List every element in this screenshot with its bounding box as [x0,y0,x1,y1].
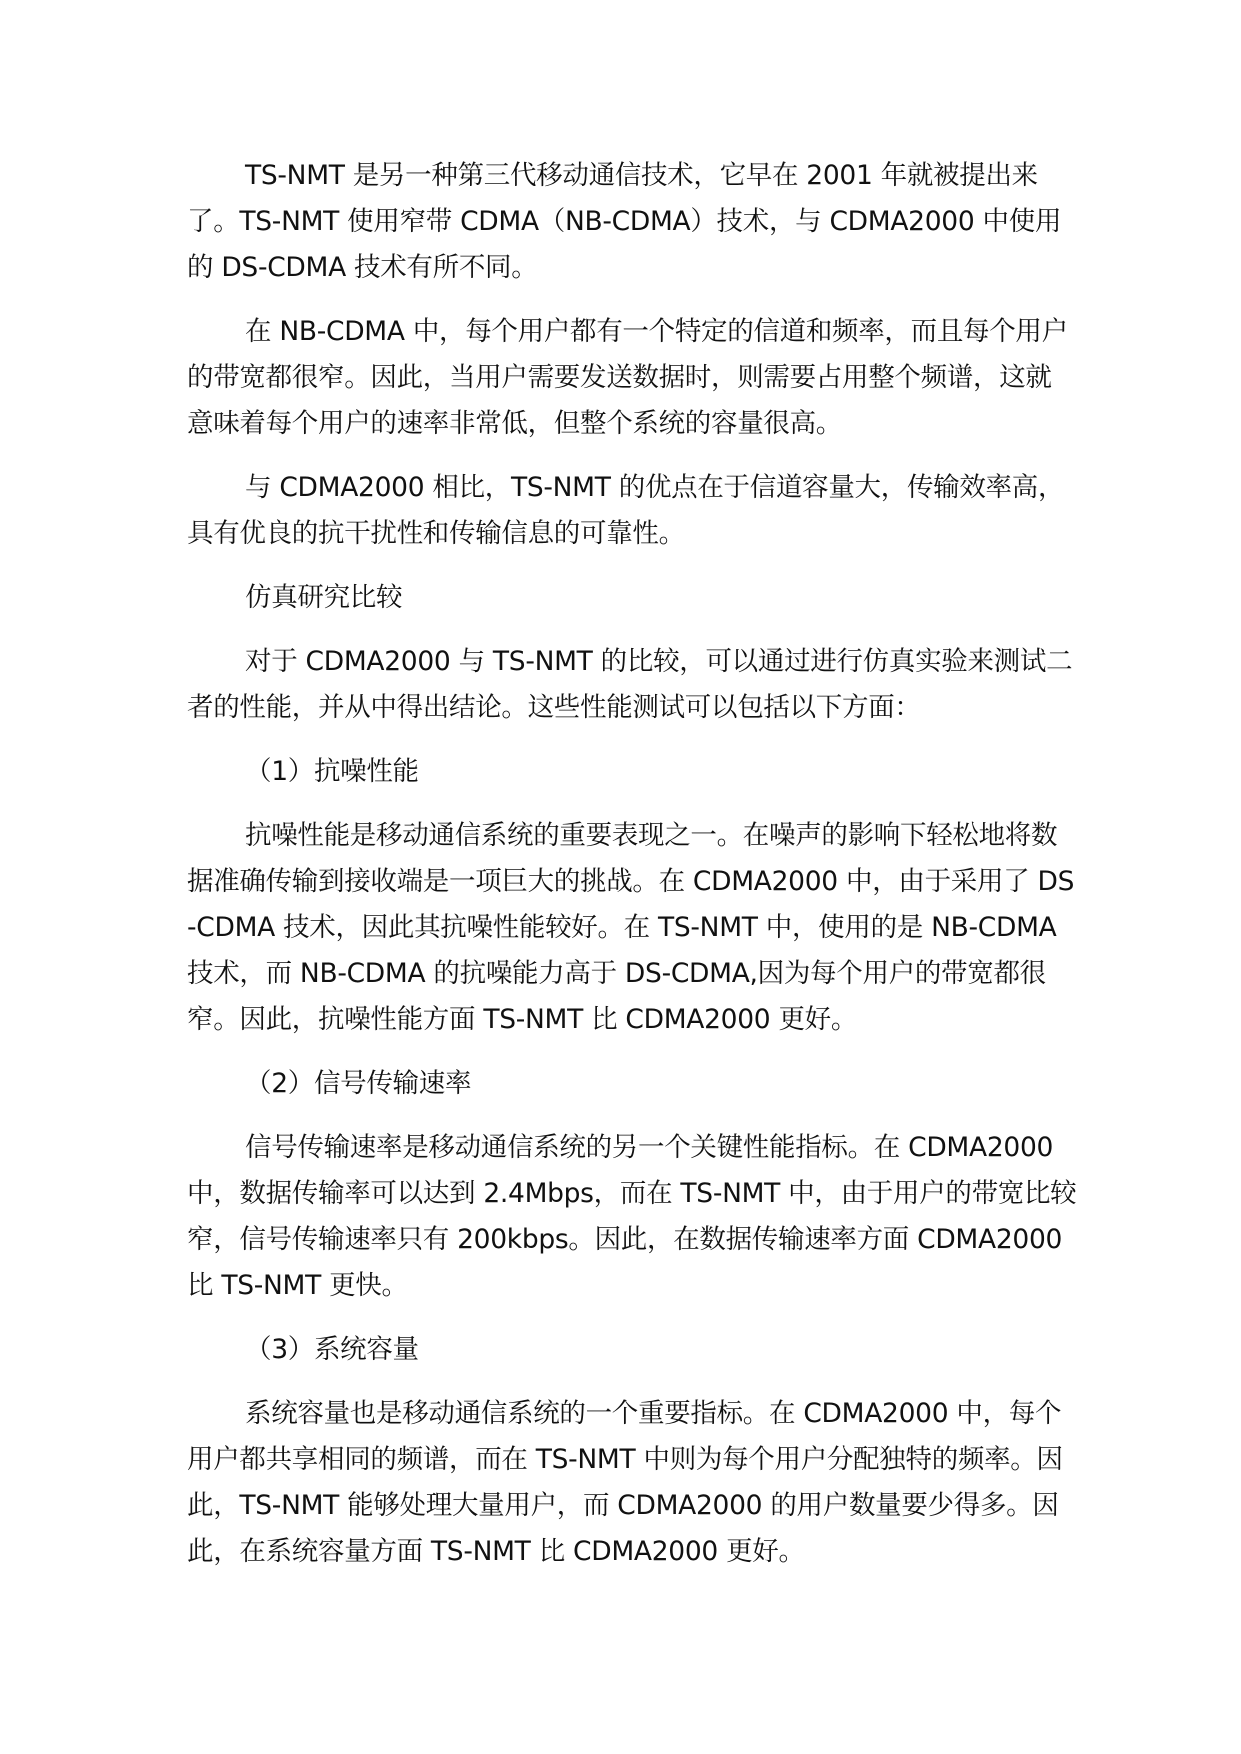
paragraph-noise-resistance: 抗噪性能是移动通信系统的重要表现之一。在噪声的影响下轻松地将数据准确传输到接收端是一项巨大的挑战。在 CDMA2000 中，由于采用了 DS-CDMA 技术，因此其抗噪性能较好。在 TS-NMT 中，使用的是 NB-CDMA 技术，而 NB-CDMA 的抗噪能力高于 DS-CDMA,因为每个用户的带宽都很窄。因此，抗噪性能方面 TS-NMT 比 CDMA2000 更好。 [187,820,1075,1035]
subheading-transmission-rate: （2）信号传输速率 [245,1068,472,1099]
paragraph-tsnmt-intro: TS-NMT 是另一种第三代移动通信技术，它早在 2001 年就被提出来了。TS-NMT 使用窄带 CDMA（NB-CDMA）技术，与 CDMA2000 中使用的 DS-CDMA 技术有所不同。 [187,160,1062,283]
paragraph-system-capacity: 系统容量也是移动通信系统的一个重要指标。在 CDMA2000 中，每个用户都共享相同的频谱，而在 TS-NMT 中则为每个用户分配独特的频率。因此，TS-NMT 能够处理大量用户，而 CDMA2000 的用户数量要少得多。因此，在系统容量方面 TS-NMT 比 CDMA2000 更好。 [187,1398,1063,1567]
paragraph-advantages: 与 CDMA2000 相比，TS-NMT 的优点在于信道容量大，传输效率高，具有优良的抗干扰性和传输信息的可靠性。 [187,472,1065,549]
section-heading-simulation: 仿真研究比较 [245,582,403,613]
paragraph-nb-cdma: 在 NB-CDMA 中，每个用户都有一个特定的信道和频率，而且每个用户的带宽都很窄。因此，当用户需要发送数据时，则需要占用整个频谱，这就意味着每个用户的速率非常低，但整个系统的容量很高。 [187,316,1068,439]
paragraph-comparison-intro: 对于 CDMA2000 与 TS-NMT 的比较，可以通过进行仿真实验来测试二者的性能，并从中得出结论。这些性能测试可以包括以下方面： [187,646,1073,723]
document-body [187,153,1077,1593]
paragraph-transmission-rate: 信号传输速率是移动通信系统的另一个关键性能指标。在 CDMA2000 中，数据传输率可以达到 2.4Mbps，而在 TS-NMT 中，由于用户的带宽比较窄，信号传输速率只有 200kbps。因此，在数据传输速率方面 CDMA2000 比 TS-NMT 更快。 [187,1132,1077,1301]
subheading-noise-resistance: （1）抗噪性能 [245,756,419,787]
subheading-system-capacity: （3）系统容量 [245,1334,419,1365]
